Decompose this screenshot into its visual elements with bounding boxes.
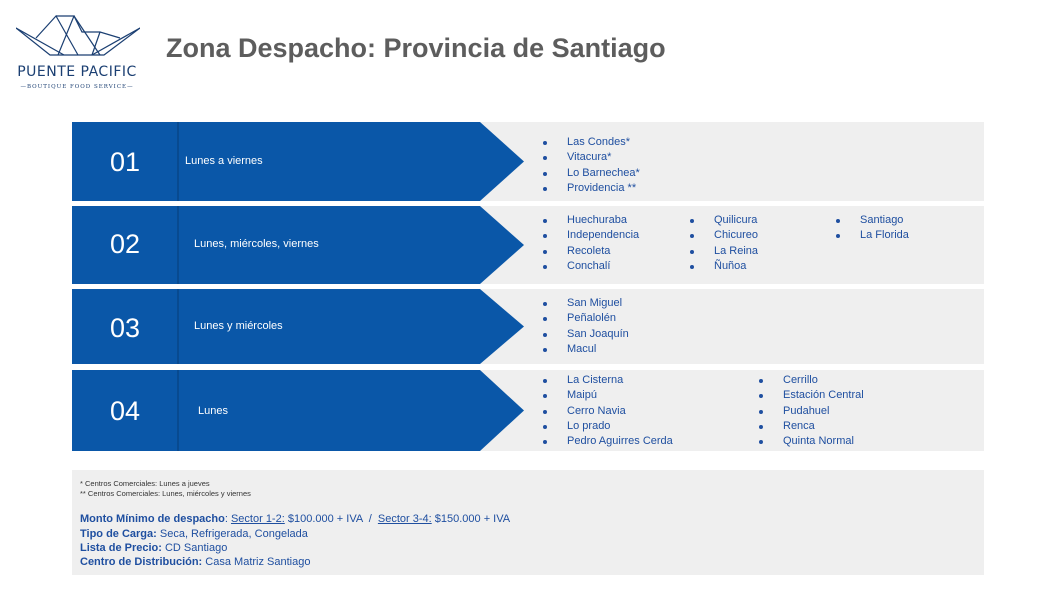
list-item: Independencia	[542, 228, 639, 243]
separator: /	[368, 513, 372, 525]
commune-list	[542, 296, 629, 357]
footnote-double: ** Centros Comerciales: Lunes, miércoles y viernes	[80, 489, 251, 498]
zone-row-04	[72, 370, 984, 451]
price-label: Lista de Precio:	[80, 542, 162, 554]
list-item: Quilicura	[689, 213, 758, 228]
zone-row-01	[72, 122, 984, 201]
footnote-single: * Centros Comerciales: Lunes a jueves	[80, 479, 210, 488]
commune-list	[758, 373, 864, 449]
cargo-label: Tipo de Carga:	[80, 528, 157, 540]
center-value: Casa Matriz Santiago	[205, 556, 311, 568]
zone-number: 03	[109, 313, 141, 343]
list-item: Providencia **	[542, 181, 640, 196]
minimum-order-line: Monto Mínimo de despacho: Sector 1-2: $100.000 + IVA / Sector 3-4: $150.000 + IVA	[80, 513, 511, 525]
list-item: Lo Barnechea*	[542, 166, 640, 181]
list-item: La Reina	[689, 244, 758, 259]
cargo-value: Seca, Refrigerada, Congelada	[159, 528, 308, 540]
list-item: Pedro Aguirres Cerda	[542, 434, 673, 449]
list-item: Lo prado	[542, 419, 673, 434]
minimum-label: Monto Mínimo de despacho	[80, 513, 225, 525]
notes-panel	[72, 470, 984, 575]
logo	[10, 14, 144, 94]
sector-12-value: $100.000 + IVA	[287, 513, 363, 525]
list-item: Recoleta	[542, 244, 639, 259]
zone-number: 02	[109, 229, 141, 259]
sector-34-label: Sector 3-4:	[377, 513, 432, 525]
list-item: Macul	[542, 342, 629, 357]
list-item: La Florida	[835, 228, 909, 243]
price-value: CD Santiago	[164, 542, 228, 554]
zone-number: 01	[109, 147, 141, 177]
list-item: Huechuraba	[542, 213, 639, 228]
list-item: Ñuñoa	[689, 259, 758, 274]
center-label: Centro de Distribución:	[80, 556, 203, 568]
price-list-line	[80, 542, 227, 554]
boat-logo-icon	[16, 14, 140, 60]
list-item: Renca	[758, 419, 864, 434]
list-item: Quinta Normal	[758, 434, 864, 449]
commune-list	[542, 135, 640, 196]
list-item: Chicureo	[689, 228, 758, 243]
list-item: San Miguel	[542, 296, 629, 311]
commune-list	[689, 213, 758, 274]
commune-list	[835, 213, 909, 244]
list-item: Peñalolén	[542, 311, 629, 326]
list-item: San Joaquín	[542, 327, 629, 342]
brand-name: PUENTE PACIFIC	[17, 64, 137, 80]
list-item: Vitacura*	[542, 150, 640, 165]
brand-tagline: —BOUTIQUE FOOD SERVICE—	[20, 84, 134, 90]
list-item: Pudahuel	[758, 404, 864, 419]
cargo-line	[80, 528, 308, 540]
zone-days: Lunes, miércoles, viernes	[194, 238, 319, 250]
list-item: Cerro Navia	[542, 404, 673, 419]
list-item: Las Condes*	[542, 135, 640, 150]
list-item: Cerrillo	[758, 373, 864, 388]
sector-34-value: $150.000 + IVA	[434, 513, 511, 525]
list-item: La Cisterna	[542, 373, 673, 388]
list-item: Maipú	[542, 388, 673, 403]
zone-row-03	[72, 289, 984, 364]
page-title: Zona Despacho: Provincia de Santiago	[166, 33, 666, 63]
zone-row-02	[72, 206, 984, 284]
list-item: Estación Central	[758, 388, 864, 403]
list-item: Conchalí	[542, 259, 639, 274]
list-item: Santiago	[835, 213, 909, 228]
sector-12-label: Sector 1-2:	[230, 513, 285, 525]
zone-days: Lunes y miércoles	[194, 320, 283, 332]
zone-number: 04	[109, 396, 141, 426]
commune-list	[542, 373, 673, 449]
commune-list	[542, 213, 639, 274]
distribution-center-line	[80, 556, 310, 568]
zone-days: Lunes a viernes	[185, 155, 263, 167]
zone-days: Lunes	[198, 405, 228, 417]
